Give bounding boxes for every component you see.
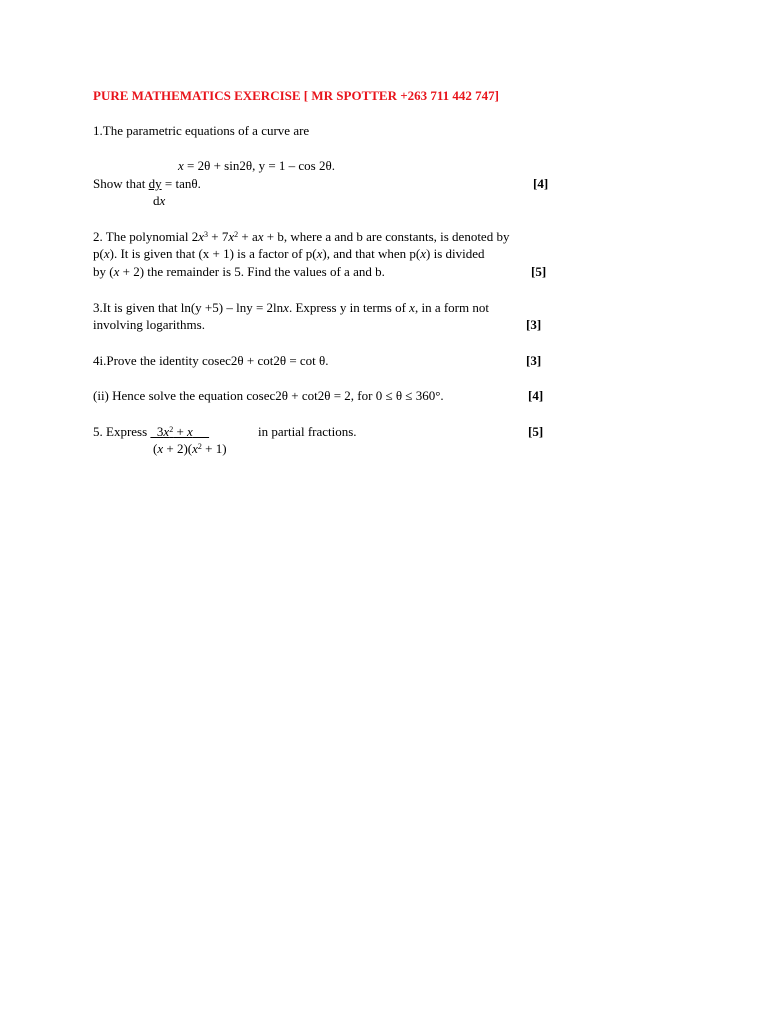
q5-num-x2: x (187, 424, 193, 439)
q3-marks: [3] (526, 317, 542, 332)
q2-l1-a: 2. The polynomial 2 (93, 229, 199, 244)
q2-l1-x3: x (257, 229, 264, 244)
q5-num-x1: x (163, 424, 170, 439)
q1-show-line (93, 176, 201, 192)
q2-l2-x1: x (103, 246, 110, 261)
q2-l2-b: ). It is given that (x + 1) is a factor of p( (109, 246, 317, 261)
q5-fraction-numerator (150, 424, 209, 439)
q4i-text: 4i.Prove the identity cosec2θ + cot2θ = cot θ. (93, 353, 329, 368)
q4i-marks: [3] (526, 353, 542, 368)
q4ii-marks: [4] (528, 388, 544, 403)
q5-num-a: 3 (150, 424, 164, 439)
q1-show-prefix: Show that (93, 176, 149, 191)
q2-l3-b: + 2) the remainder is 5. Find the values of a and b. (119, 264, 385, 279)
q5-num-pad (193, 424, 209, 439)
q3-l1-x1: x (283, 300, 289, 315)
q1-eq-rest: = 2θ + sin2θ, y = 1 – cos 2θ. (183, 158, 335, 173)
q5-den-c: + 1) (201, 441, 227, 456)
q1-show-suffix: = tanθ. (161, 176, 201, 191)
q5-num-b: + (173, 424, 188, 439)
q2-l1-sup2: 2 (234, 230, 239, 239)
q1-eq-x: x (178, 158, 184, 173)
q1-equation (178, 158, 335, 174)
q2-l1-x1: x (198, 229, 204, 244)
q2-l3-a: by ( (93, 264, 114, 279)
q5-den-a: ( (153, 441, 158, 456)
q3-l1-a: 3.It is given that ln(y +5) – lny = 2ln (93, 300, 284, 315)
q3-l1-b: . Express y in terms of (288, 300, 410, 315)
q3-l1-x2: x (409, 300, 415, 315)
q2-l2-x3: x (420, 246, 426, 261)
q1-fraction-numerator: dy (148, 176, 162, 191)
q2-l2-c: ), and that when p( (322, 246, 421, 261)
q2-l1-c: + a (238, 229, 258, 244)
q2-l1-sup1: 3 (203, 230, 208, 239)
page-title: PURE MATHEMATICS EXERCISE [ MR SPOTTER +263 711 442 747] (93, 88, 499, 103)
q5-line1 (93, 424, 209, 440)
q1-den-x: x (159, 193, 166, 208)
q2-marks: [5] (531, 264, 547, 279)
q2-line3 (93, 264, 385, 280)
q3-l1-c: , in a form not (414, 300, 489, 315)
q5-num-sup: 2 (169, 425, 174, 434)
q3-line2: involving logarithms. (93, 317, 205, 332)
q4ii-text: (ii) Hence solve the equation cosec2θ + cot2θ = 2, for 0 ≤ θ ≤ 360°. (93, 388, 444, 403)
q5-suffix: in partial fractions. (258, 424, 357, 439)
q5-den-x1: x (157, 441, 164, 456)
q2-l1-x2: x (228, 229, 235, 244)
q2-line1 (93, 229, 509, 245)
q5-den-x2: x (192, 441, 198, 456)
q5-den-sup: 2 (197, 442, 202, 451)
q5-marks: [5] (528, 424, 544, 439)
q1-intro: 1.The parametric equations of a curve are (93, 123, 310, 138)
q1-den-d: d (153, 193, 160, 208)
q2-l3-x: x (113, 264, 120, 279)
q2-l2-x2: x (316, 246, 323, 261)
q5-prefix: 5. Express (93, 424, 151, 439)
q2-l2-d: ) is divided (426, 246, 485, 261)
q1-marks: [4] (533, 176, 549, 191)
q3-line1 (93, 300, 489, 316)
q1-fraction-denominator (153, 193, 165, 209)
q5-den-b: + 2)( (163, 441, 193, 456)
q2-l1-b: + 7 (207, 229, 229, 244)
q2-l2-a: p( (93, 246, 104, 261)
q2-l1-d: + b, where a and b are constants, is denoted by (263, 229, 510, 244)
q2-line2 (93, 246, 485, 262)
q5-fraction-denominator (153, 441, 227, 457)
